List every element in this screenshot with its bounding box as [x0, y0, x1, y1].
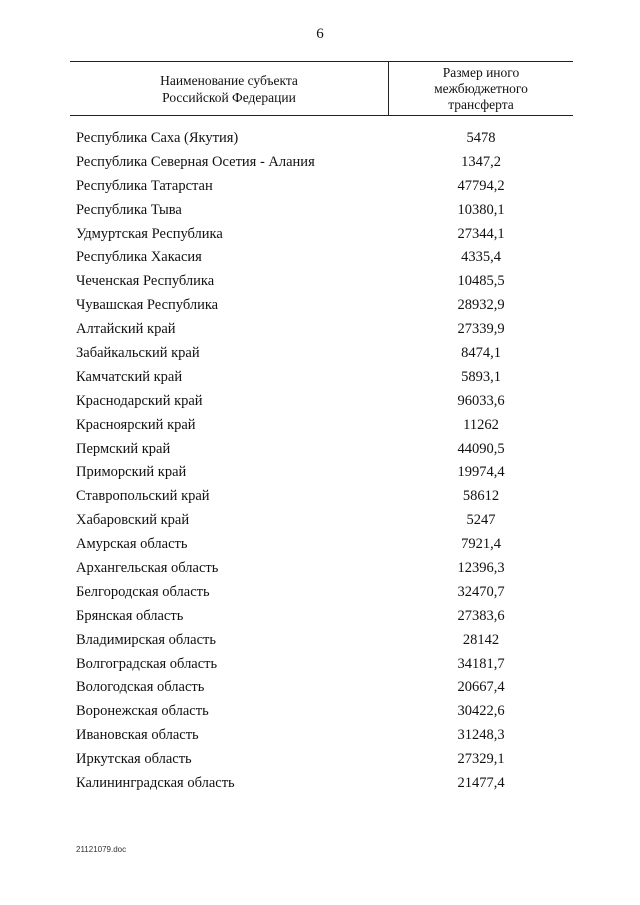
subject-name: Белгородская область	[76, 583, 210, 600]
transfer-amount: 58612	[462, 488, 500, 505]
table-row	[0, 632, 640, 656]
transfer-amount: 20667,4	[457, 679, 505, 696]
table-row	[0, 703, 640, 727]
header-subject-name: Наименование субъекта Российской Федерации	[160, 72, 298, 105]
subject-name: Забайкальский край	[76, 345, 200, 362]
table-body	[0, 130, 640, 799]
table-row	[0, 584, 640, 608]
subject-name: Чеченская Республика	[76, 273, 215, 290]
subject-name: Вологодская область	[76, 679, 205, 696]
transfer-amount: 28932,9	[457, 297, 505, 314]
table-row	[0, 560, 640, 584]
subject-name: Пермский край	[76, 440, 171, 457]
subject-name: Республика Хакасия	[76, 249, 202, 266]
table-row	[0, 321, 640, 345]
transfer-amount: 27344,1	[457, 225, 505, 242]
transfer-amount: 21477,4	[457, 775, 505, 792]
subject-name: Республика Саха (Якутия)	[76, 130, 239, 146]
table-row	[0, 178, 640, 202]
transfer-amount: 12396,3	[457, 560, 505, 577]
subject-name: Чувашская Республика	[76, 297, 219, 314]
transfer-amount: 11262	[463, 416, 499, 433]
subject-name: Алтайский край	[76, 321, 176, 338]
table-row	[0, 369, 640, 393]
transfer-amount: 5478	[466, 130, 496, 146]
transfer-amount: 32470,7	[457, 583, 505, 600]
footer-file-name: 21121079.doc	[76, 845, 127, 854]
subject-name: Камчатский край	[76, 368, 183, 385]
subject-name: Ставропольский край	[76, 488, 210, 505]
transfer-amount: 27329,1	[457, 751, 505, 768]
transfer-amount: 44090,5	[457, 440, 505, 457]
subject-name: Калининградская область	[76, 775, 235, 792]
subject-name: Амурская область	[76, 536, 188, 553]
subject-name: Республика Тыва	[76, 201, 182, 218]
table-row	[0, 345, 640, 369]
table-row	[0, 727, 640, 751]
transfer-amount: 10485,5	[457, 273, 505, 290]
subject-name: Ивановская область	[76, 727, 199, 744]
table-row	[0, 297, 640, 321]
subject-name: Красноярский край	[76, 416, 196, 433]
transfer-amount: 31248,3	[457, 727, 505, 744]
subject-name: Республика Северная Осетия - Алания	[76, 153, 315, 170]
subject-name: Краснодарский край	[76, 392, 203, 409]
subject-name: Волгоградская область	[76, 655, 218, 672]
table-row	[0, 417, 640, 441]
table-row	[0, 512, 640, 536]
table-row	[0, 608, 640, 632]
transfer-amount: 47794,2	[457, 177, 505, 194]
transfer-amount: 27383,6	[457, 607, 505, 624]
subject-name: Иркутская область	[76, 751, 192, 768]
table-header	[70, 61, 573, 116]
header-transfer-amount: Размер иного межбюджетного трансферта	[434, 64, 528, 112]
transfer-amount: 27339,9	[457, 321, 505, 338]
table-row	[0, 130, 640, 154]
transfer-amount: 10380,1	[457, 201, 505, 218]
table-row	[0, 751, 640, 775]
table-row	[0, 488, 640, 512]
transfer-amount: 19974,4	[457, 464, 505, 481]
transfer-amount: 5893,1	[461, 368, 501, 385]
table-row	[0, 202, 640, 226]
transfer-amount: 34181,7	[457, 655, 505, 672]
table-row	[0, 393, 640, 417]
subject-name: Приморский край	[76, 464, 187, 481]
transfer-amount: 1347,2	[461, 153, 501, 170]
subject-name: Брянская область	[76, 607, 184, 624]
table-row	[0, 679, 640, 703]
subject-name: Владимирская область	[76, 631, 216, 648]
subject-name: Архангельская область	[76, 560, 219, 577]
table-row	[0, 154, 640, 178]
subject-name: Удмуртская Республика	[76, 225, 223, 242]
page-number: 6	[316, 26, 324, 42]
table-row	[0, 536, 640, 560]
table-row	[0, 441, 640, 465]
transfer-amount: 96033,6	[457, 392, 505, 409]
transfer-amount: 28142	[462, 631, 500, 648]
subject-name: Республика Татарстан	[76, 177, 213, 194]
subject-name: Воронежская область	[76, 703, 209, 720]
table-row	[0, 464, 640, 488]
table-row	[0, 249, 640, 273]
transfer-amount: 4335,4	[461, 249, 501, 266]
table-row	[0, 775, 640, 799]
transfer-amount: 5247	[466, 512, 496, 529]
table-row	[0, 226, 640, 250]
table-row	[0, 273, 640, 297]
subject-name: Хабаровский край	[76, 512, 190, 529]
transfer-amount: 8474,1	[461, 345, 501, 362]
transfer-amount: 30422,6	[457, 703, 505, 720]
transfer-amount: 7921,4	[461, 536, 501, 553]
table-row	[0, 656, 640, 680]
